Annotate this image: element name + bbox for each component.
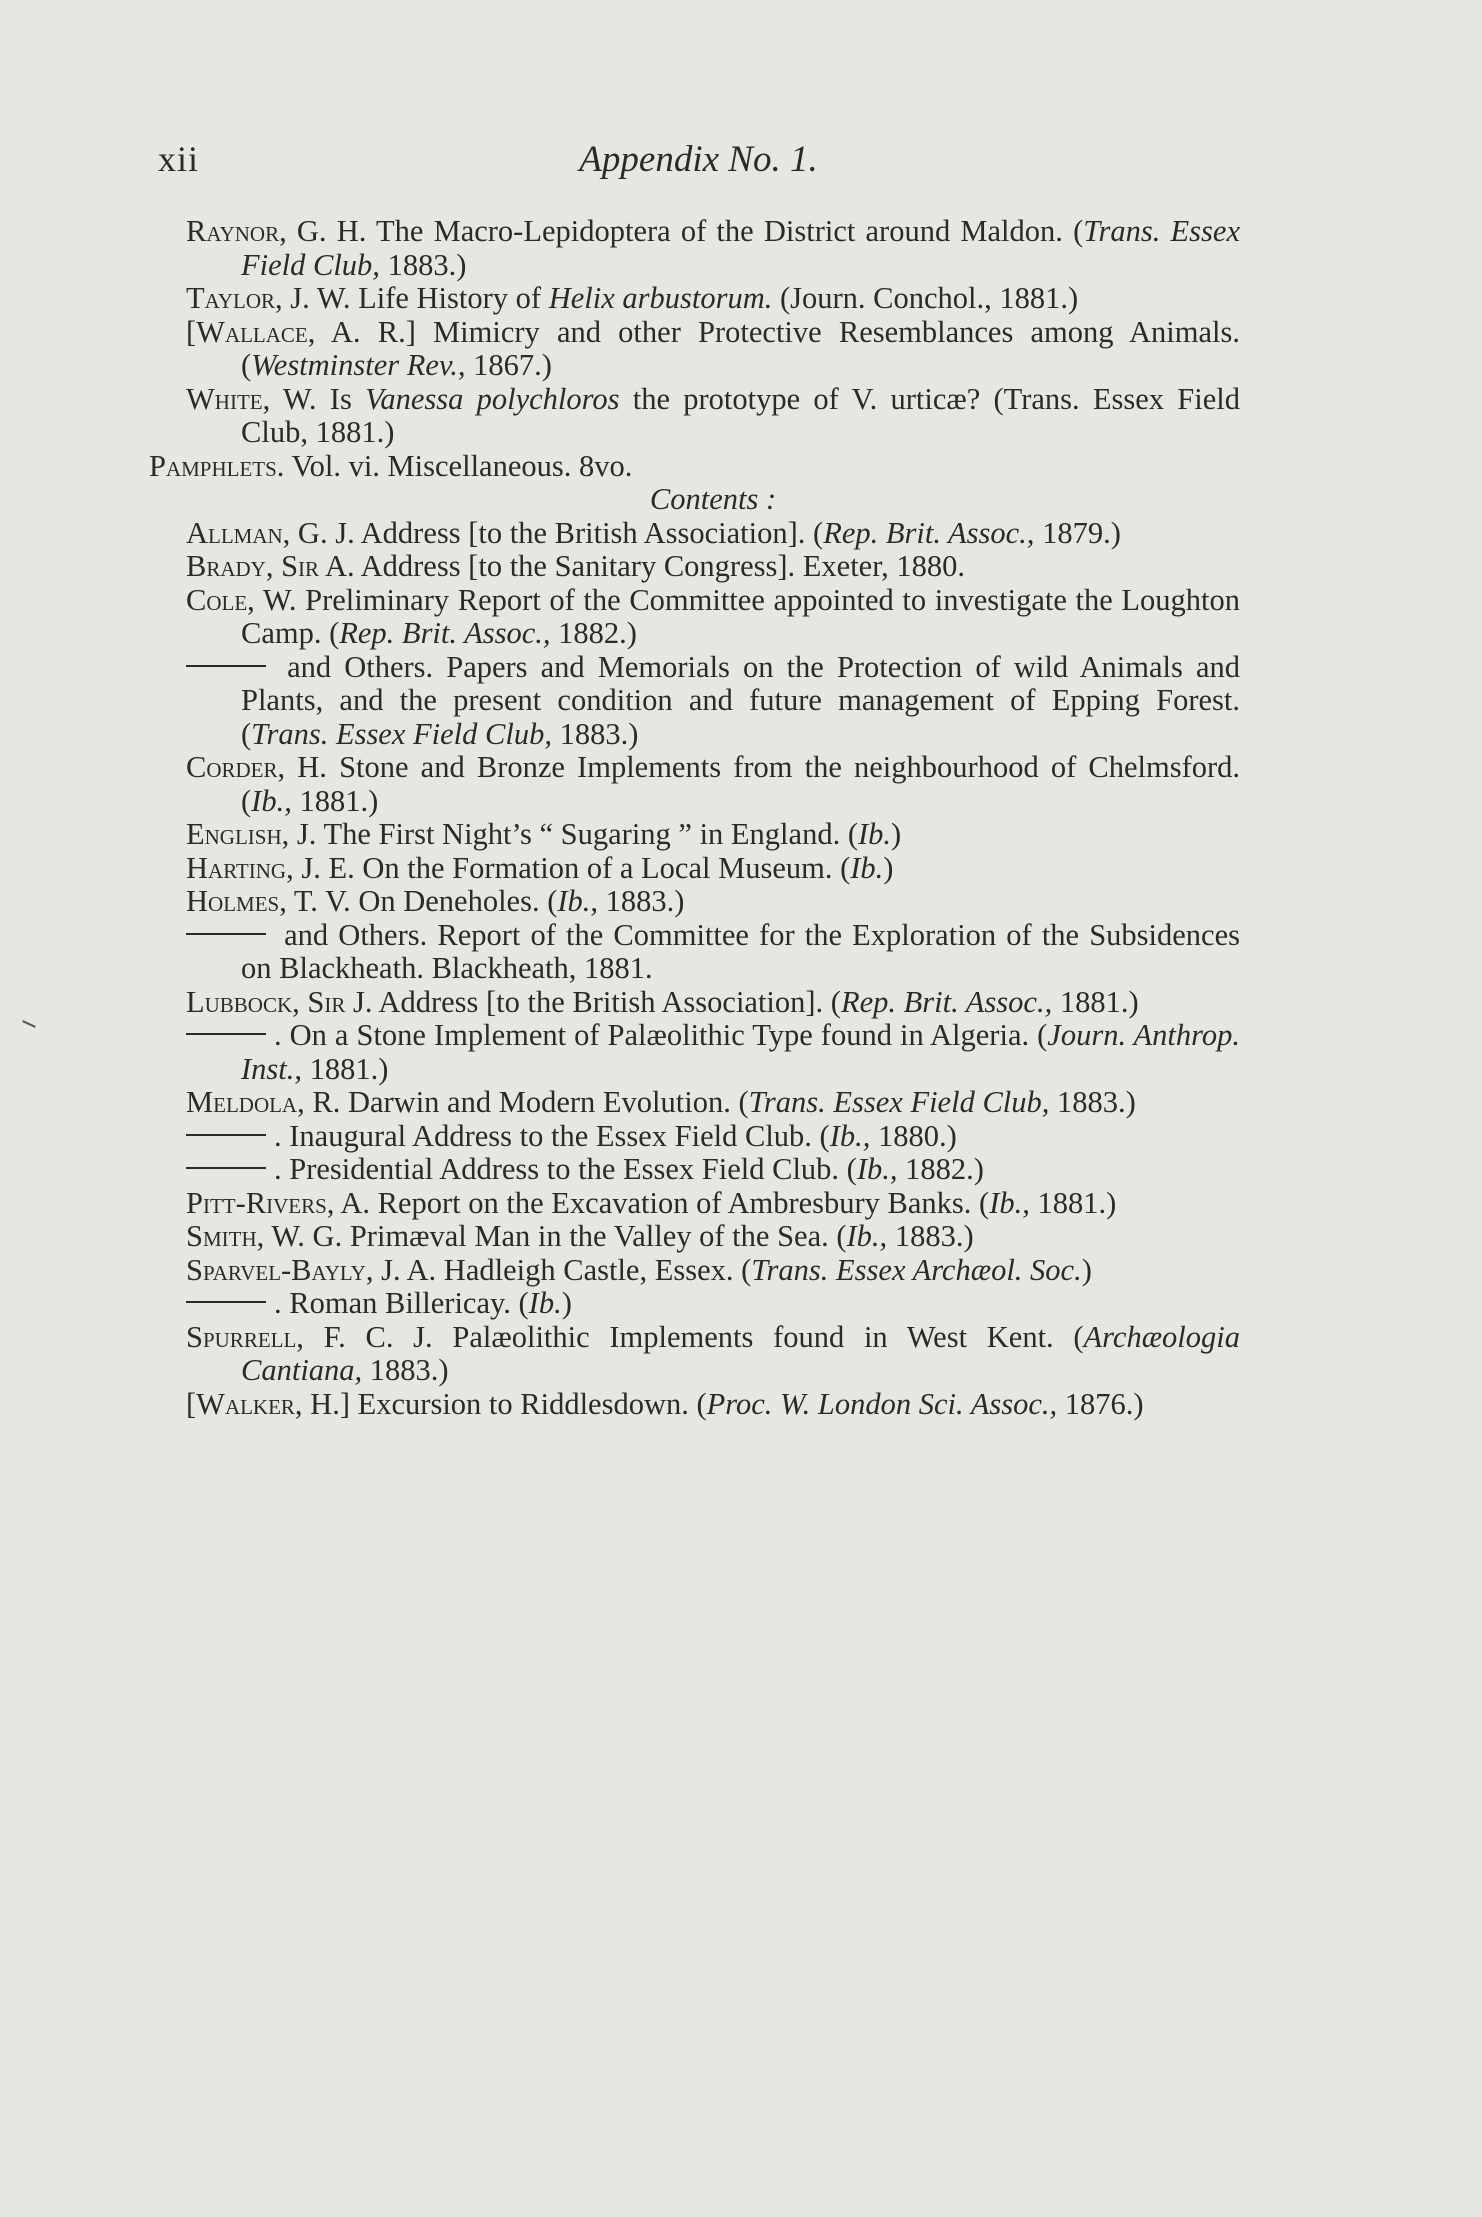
- entry-author: [Wallace, A. R.]: [186, 314, 416, 349]
- entry-author: [Walker, H.]: [186, 1386, 350, 1421]
- ditto-dash: [186, 1301, 266, 1303]
- entry-tail: 1867.): [465, 348, 552, 382]
- entry-title: Hadleigh Castle, Essex. (: [436, 1252, 752, 1287]
- bibliography-entry: [186, 282, 1240, 316]
- entry-title: . Presidential Address to the Essex Field Club. (: [274, 1152, 857, 1186]
- entry-title: Stone and Bronze Implements from the neighbourhood of Chelmsford. (: [241, 750, 1241, 818]
- bibliography-entry: [186, 550, 1240, 584]
- entry-title: . Roman Billericay. (: [274, 1286, 529, 1320]
- entry-title: Address [to the British Association]. (: [354, 515, 824, 550]
- entry-tail: 1883.): [551, 716, 639, 751]
- contents-heading: Contents :: [649, 482, 777, 516]
- bibliography-entry: [186, 986, 1240, 1020]
- entry-source: Trans. Essex Field Club,: [251, 716, 552, 751]
- bibliography-entry: [186, 1321, 1240, 1388]
- bibliography-entry: [186, 751, 1240, 818]
- entry-title: Palæolithic Implements found in West Kent. (: [432, 1319, 1084, 1354]
- entry-tail: 1876.): [1057, 1386, 1144, 1421]
- entry-title: . Inaugural Address to the Essex Field Club. (: [274, 1118, 830, 1153]
- entry-source: Ib.,: [829, 1118, 871, 1153]
- entry-source: Ib.: [528, 1286, 562, 1320]
- bibliography-entry: [186, 215, 1240, 282]
- bibliography-entry: [186, 383, 1240, 450]
- entry-title: and Others. Report of the Committee for the Exploration of the Subsidences on Blackheath. Blackheath, 1881.: [241, 917, 1240, 985]
- entry-author: White, W.: [186, 381, 317, 416]
- entry-title: The Macro-Lepidoptera of the District around Maldon. (: [366, 214, 1084, 248]
- entry-author: Raynor, G. H.: [186, 214, 367, 248]
- bibliography-list: [149, 214, 1241, 1421]
- entry-tail: 1880.): [870, 1118, 957, 1153]
- entry-title: Life History of: [350, 281, 549, 315]
- entry-tail: ): [883, 850, 894, 885]
- entry-author: Allman, G. J.: [186, 515, 355, 550]
- entry-source: Ib.: [857, 817, 892, 851]
- ditto-dash: [186, 1134, 266, 1136]
- entry-tail: 1879.): [1034, 515, 1121, 550]
- entry-author: Holmes, T. V.: [186, 884, 351, 918]
- bibliography-entry: [186, 316, 1240, 383]
- entry-title: Darwin and Modern Evolution. (: [340, 1085, 749, 1119]
- entry-tail: 1881.): [291, 783, 379, 818]
- bibliography-entry: [186, 852, 1240, 886]
- entry-author: Lubbock, Sir J.: [186, 984, 373, 1019]
- entry-author: Smith, W. G.: [186, 1219, 343, 1253]
- entry-title: On the Formation of a Local Museum. (: [354, 850, 851, 885]
- entry-author: Brady, Sir A.: [186, 549, 355, 583]
- entry-title: . On a Stone Implement of Palæolithic Type found in Algeria. (: [274, 1018, 1048, 1052]
- entry-tail: 1881.): [1052, 984, 1139, 1019]
- entry-tail: 1883.): [887, 1219, 974, 1253]
- bibliography-entry: [186, 919, 1240, 986]
- entry-source: Ib.,: [557, 884, 599, 918]
- bibliography-entry: [186, 1287, 1240, 1321]
- entry-title: Preliminary Report of the Committee appointed to investigate the Loughton Camp. (: [241, 582, 1240, 650]
- entry-tail: 1881.): [1029, 1185, 1117, 1220]
- entry-author: Meldola, R.: [186, 1085, 341, 1119]
- ditto-dash: [186, 1033, 266, 1035]
- entry-source: Archæologia Cantiana,: [241, 1319, 1240, 1387]
- entry-tail: ): [891, 817, 902, 851]
- ditto-dash: [186, 933, 266, 935]
- entry-title: Vol. vi. Miscellaneous. 8vo.: [284, 448, 633, 483]
- entry-author: Harting, J. E.: [186, 850, 355, 885]
- entry-author: English, J.: [186, 817, 317, 851]
- running-title: Appendix No. 1.: [579, 139, 818, 180]
- entry-title: On Deneholes. (: [350, 884, 558, 918]
- entry-tail: 1883.): [379, 247, 467, 282]
- bibliography-entry: [149, 450, 1240, 484]
- entry-source: Rep. Brit. Assoc.,: [840, 984, 1053, 1019]
- bibliography-entry: [186, 584, 1240, 651]
- entry-source: Ib.,: [989, 1185, 1030, 1220]
- entry-source: Ib.: [850, 850, 884, 885]
- entry-source: Ib.,: [251, 783, 292, 818]
- entry-title: Is: [316, 381, 366, 416]
- ditto-dash: [186, 665, 266, 667]
- entry-title: The First Night’s “ Sugaring ” in England. (: [316, 817, 858, 851]
- entry-tail: ): [561, 1286, 572, 1320]
- bibliography-entry: [186, 1254, 1240, 1288]
- bibliography-entry: [186, 1153, 1240, 1187]
- bibliography-entry: [186, 1019, 1240, 1086]
- entry-title: Primæval Man in the Valley of the Sea. (: [342, 1219, 847, 1253]
- entry-tail: 1881.): [302, 1051, 389, 1086]
- bibliography-entry: [186, 1120, 1240, 1154]
- entry-tail: 1883.): [362, 1353, 449, 1387]
- entry-title: Address [to the British Association]. (: [372, 984, 841, 1019]
- margin-mark: [22, 1020, 36, 1028]
- bibliography-entry: [186, 818, 1240, 852]
- entry-source: Proc. W. London Sci. Assoc.,: [706, 1386, 1058, 1421]
- entry-source: Ib.,: [856, 1152, 898, 1186]
- entry-author: Sparvel-Bayly, J. A.: [186, 1252, 437, 1287]
- bibliography-entry: [186, 885, 1240, 919]
- entry-source: Westminster Rev.,: [251, 348, 466, 382]
- entry-tail: 1882.): [897, 1152, 984, 1186]
- entry-source: Vanessa polychloros: [365, 381, 620, 416]
- entry-source: Helix arbustorum.: [548, 281, 773, 315]
- bibliography-entry: [186, 1187, 1240, 1221]
- entry-source: Ib.,: [846, 1219, 888, 1253]
- entry-author: Taylor, J. W.: [186, 281, 351, 315]
- entry-source: Trans. Essex Archæol. Soc.: [751, 1252, 1082, 1287]
- page-number: xii: [158, 139, 200, 179]
- bibliography-entry: [186, 517, 1240, 551]
- entry-tail: 1882.): [550, 616, 637, 650]
- bibliography-entry: [186, 1086, 1240, 1120]
- entry-source: Trans. Essex Field Club,: [241, 214, 1240, 282]
- entry-author: Corder, H.: [186, 750, 327, 784]
- entry-source: Rep. Brit. Assoc.,: [823, 515, 1035, 550]
- entry-author: Cole, W.: [186, 582, 297, 617]
- entry-title: Address [to the Sanitary Congress]. Exeter, 1880.: [354, 549, 966, 583]
- entry-author: Spurrell, F. C. J.: [186, 1319, 433, 1354]
- entry-title: Excursion to Riddlesdown. (: [350, 1386, 707, 1421]
- bibliography-entry: [186, 651, 1240, 752]
- page-header: [158, 138, 1239, 188]
- entry-source: Trans. Essex Field Club,: [748, 1085, 1050, 1119]
- entry-source: Journ. Anthrop. Inst.,: [241, 1018, 1240, 1086]
- entry-tail: (Journ. Conchol., 1881.): [772, 281, 1079, 315]
- bibliography-entry: [186, 1220, 1240, 1254]
- ditto-dash: [186, 1167, 266, 1169]
- entry-author: Pamphlets.: [149, 448, 285, 483]
- entry-tail: 1883.): [1049, 1085, 1136, 1119]
- entry-title: Report on the Excavation of Ambresbury Banks. (: [370, 1185, 990, 1220]
- entry-source: Rep. Brit. Assoc.,: [339, 616, 551, 650]
- entry-tail: 1883.): [598, 884, 685, 918]
- entry-title: Mimicry and other Protective Resemblances among Animals. (: [241, 314, 1241, 382]
- entry-tail: ): [1081, 1252, 1092, 1287]
- entry-tail: the prototype of V. urticæ? (Trans. Essex Field Club, 1881.): [241, 381, 1240, 449]
- bibliography-entry: [186, 1388, 1240, 1422]
- entry-author: Pitt-Rivers, A.: [186, 1185, 371, 1220]
- entry-title: and Others. Papers and Memorials on the Protection of wild Animals and Plants, and the present condition and future management of Epping Forest. (: [241, 649, 1240, 751]
